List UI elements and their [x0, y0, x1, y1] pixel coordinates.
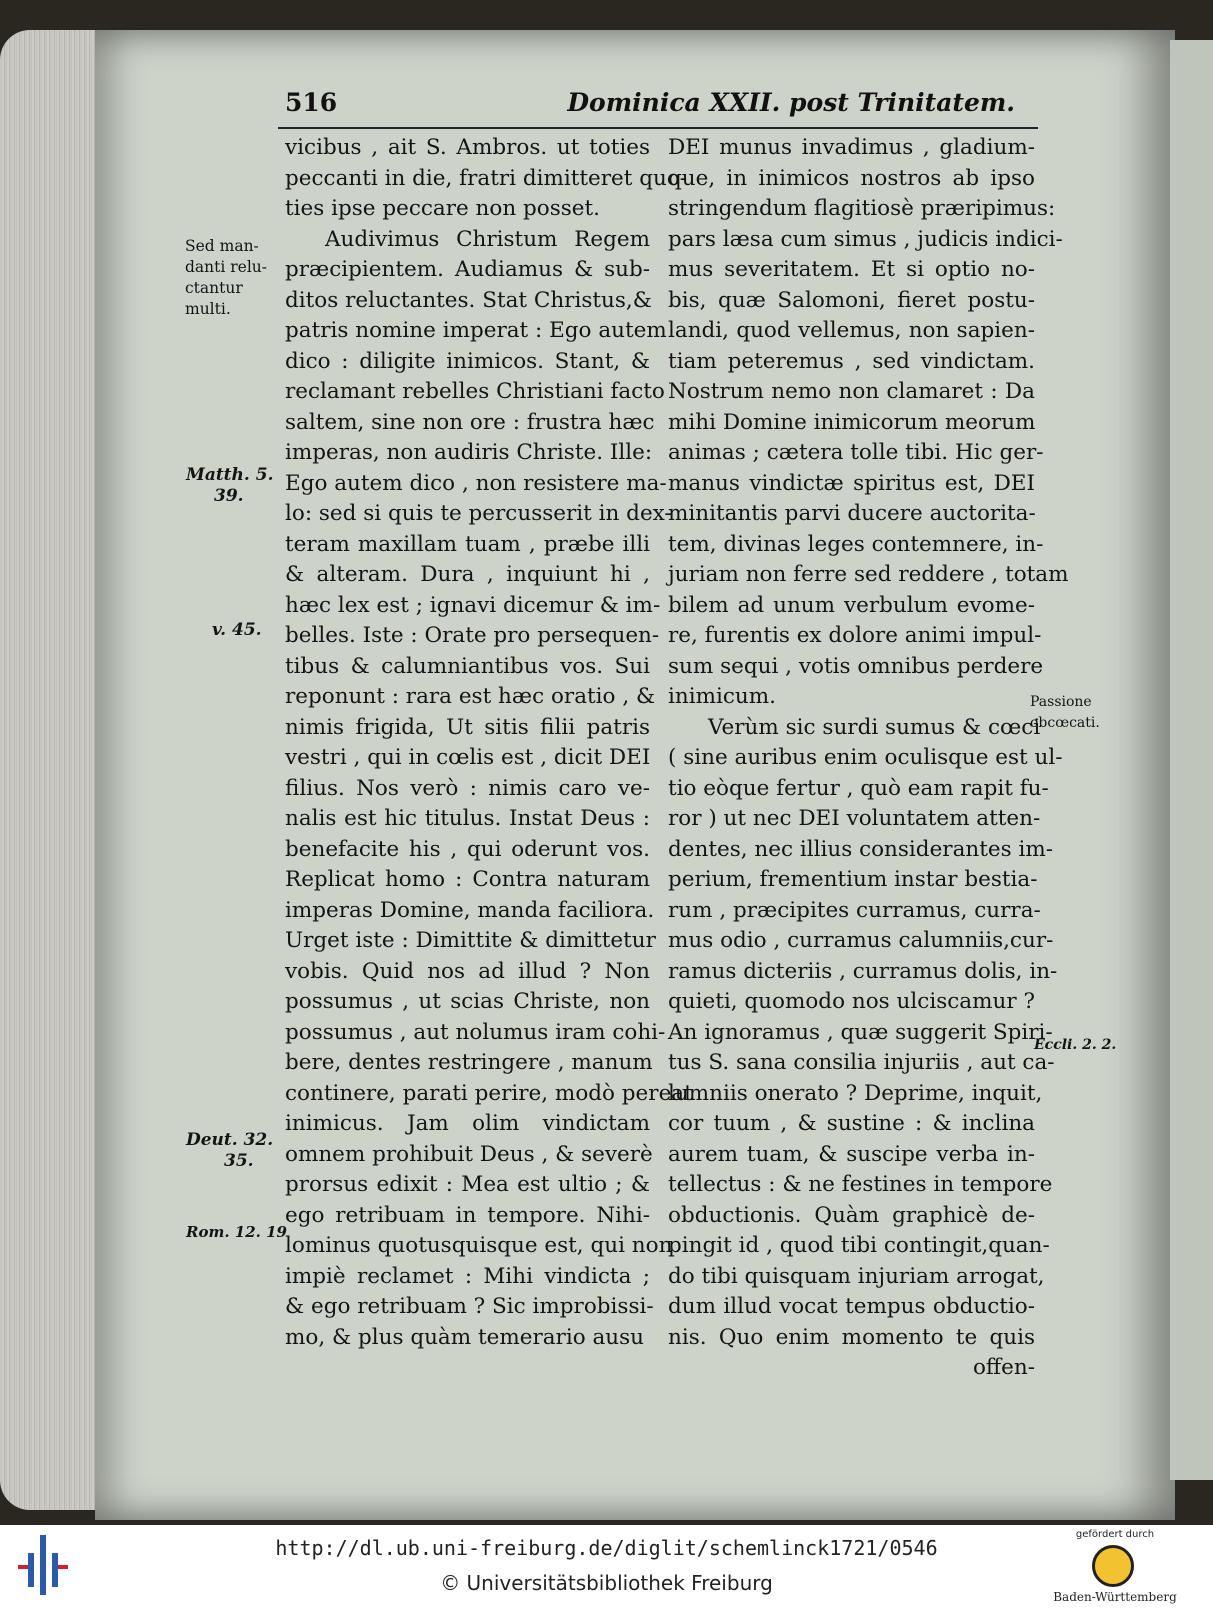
text-line: continere, parati perire, modò pereat: [285, 1080, 693, 1106]
text-line: que, in inimicos nostros ab ipso: [668, 165, 1035, 191]
text-line: peccanti in die, fratri dimitteret quo-: [285, 165, 688, 191]
page-number: 516: [285, 88, 338, 117]
text-line: patris nomine imperat : Ego autem: [285, 318, 667, 343]
text-line: tibus & calumniantibus vos. Sui: [285, 653, 650, 679]
text-line: Replicat homo : Contra naturam: [285, 867, 650, 892]
text-line: bere, dentes restringere , manum: [285, 1050, 653, 1075]
text-line: offen-: [972, 1355, 1035, 1380]
text-line: dum illud vocat tempus obductio-: [668, 1294, 1035, 1319]
text-line: & ego retribuam ? Sic improbissi-: [285, 1294, 654, 1319]
text-line: mihi Domine inimicorum meorum: [668, 409, 1036, 435]
margin-ref-v45: v. 45.: [212, 620, 262, 640]
margin-ref-deut: Deut. 32. 35.: [186, 1130, 274, 1171]
margin-ref-rom: Rom. 12. 19: [186, 1223, 287, 1241]
viewer-footer: [0, 1525, 1213, 1608]
text-line: imperas Domine, manda faciliora.: [285, 897, 655, 923]
text-line: vobis. Quid nos ad illud ? Non: [285, 958, 650, 984]
text-line: possumus , ut scias Christe, non: [285, 989, 650, 1014]
sponsor-name: Baden-Württemberg: [1053, 1590, 1177, 1604]
left-text-column: [285, 133, 693, 1353]
text-line: tio eòque fertur , quò eam rapit fu-: [668, 775, 1049, 801]
text-line: teram maxillam tuam , præbe illi: [285, 531, 650, 557]
text-line: prorsus edixit : Mea est ultio ; &: [285, 1172, 650, 1197]
sponsor-label: gefördert durch: [1075, 1529, 1155, 1540]
text-line: juriam non ferre sed reddere , totam: [668, 562, 1069, 587]
text-line: nis. Quo enim momento te quis: [668, 1324, 1035, 1350]
text-line: pingit id , quod tibi contingit,quan-: [668, 1233, 1050, 1258]
text-line: bilem ad unum verbulum evome-: [668, 592, 1035, 618]
text-line: Verùm sic surdi sumus & cœci: [708, 714, 1041, 740]
header-rule: [278, 127, 1038, 129]
text-line: landi, quod vellemus, non sapien-: [668, 318, 1035, 343]
page-edges: [0, 30, 105, 1510]
text-line: stringendum flagitiosè præripimus:: [668, 196, 1056, 221]
text-line: lominus quotusquisque est, qui non: [285, 1233, 673, 1258]
text-line: obductionis. Quàm graphicè de-: [668, 1202, 1035, 1228]
text-line: reclamant rebelles Christiani facto: [285, 379, 665, 404]
margin-note-summary: Sed man- danti relu- ctantur multi.: [185, 237, 268, 318]
text-line: tus S. sana consilia injuriis , aut ca-: [668, 1050, 1055, 1075]
text-line: imperas, non audiris Christe. Ille:: [285, 440, 653, 465]
text-line: vicibus , ait S. Ambros. ut toties: [285, 135, 650, 160]
text-line: ties ipse peccare non posset.: [285, 196, 601, 221]
text-line: nalis est hic titulus. Instat Deus :: [285, 806, 650, 831]
adjacent-page-edge: [1170, 40, 1213, 1480]
margin-ref-matth: Matth. 5. 39.: [186, 465, 274, 506]
text-line: inimicus. Jam olim vindictam: [285, 1111, 650, 1136]
text-line: DEI munus invadimus , gladium-: [668, 135, 1035, 160]
text-line: dentes, nec illius considerantes im-: [668, 836, 1053, 862]
text-line: reponunt : rara est hæc oratio , &: [285, 684, 656, 709]
text-line: ego retribuam in tempore. Nihi-: [285, 1202, 650, 1228]
text-line: filius. Nos verò : nimis caro ve-: [285, 775, 650, 801]
permalink-url[interactable]: http://dl.ub.uni-freiburg.de/diglit/schemlinck1721/0546: [275, 1536, 938, 1560]
text-line: benefacite his , qui oderunt vos.: [285, 836, 650, 862]
text-line: impiè reclamet : Mihi vindicta ;: [285, 1263, 650, 1289]
text-line: quieti, quomodo nos ulciscamur ?: [668, 989, 1035, 1014]
text-line: possumus , aut nolumus iram cohi-: [285, 1019, 666, 1045]
text-line: re, furentis ex dolore animi impul-: [668, 623, 1042, 648]
text-line: bis, quæ Salomoni, fieret postu-: [668, 287, 1035, 313]
text-line: ror ) ut nec DEI voluntatem atten-: [668, 806, 1041, 831]
text-line: pars læsa cum simus , judicis indici-: [668, 226, 1063, 252]
text-line: omnem prohibuit Deus , & severè: [285, 1141, 653, 1167]
margin-ref-eccli: Eccli. 2. 2.: [1034, 1037, 1117, 1053]
text-line: belles. Iste : Orate pro persequen-: [285, 623, 660, 648]
text-line: lumniis onerato ? Deprime, inquit,: [668, 1080, 1043, 1106]
text-line: An ignoramus , quæ suggerit Spiri-: [668, 1019, 1053, 1045]
running-title: Dominica XXII. post Trinitatem.: [567, 88, 1015, 117]
copyright-notice: © Universitätsbibliothek Freiburg: [440, 1571, 773, 1595]
text-line: tiam peteremus , sed vindictam.: [668, 348, 1035, 374]
text-line: & alteram. Dura , inquiunt hi ,: [285, 562, 650, 587]
text-line: mus odio , curramus calumniis,cur-: [668, 928, 1054, 953]
text-line: rum , præcipites curramus, curra-: [668, 897, 1041, 923]
state-seal-icon: [1092, 1545, 1134, 1587]
text-line: ditos reluctantes. Stat Christus,&: [285, 287, 652, 313]
text-line: ramus dicteriis , curramus dolis, in-: [668, 958, 1058, 984]
text-line: saltem, sine non ore : frustra hæc: [285, 409, 655, 435]
text-line: minitantis parvi ducere auctorita-: [668, 501, 1036, 526]
text-line: Audivimus Christum Regem: [325, 226, 650, 252]
text-line: manus vindictæ spiritus est, DEI: [668, 470, 1035, 496]
text-line: Urget iste : Dimittite & dimittetur: [285, 928, 656, 953]
text-line: do tibi quisquam injuriam arrogat,: [668, 1263, 1045, 1289]
text-line: vestri , qui in cœlis est , dicit DEI: [285, 745, 651, 770]
text-line: mo, & plus quàm temerario ausu: [285, 1324, 645, 1350]
text-line: inimicum.: [668, 684, 776, 709]
text-line: mus severitatem. Et si optio no-: [668, 257, 1035, 282]
text-line: Nostrum nemo non clamaret : Da: [668, 379, 1035, 404]
margin-note-passione: Passione obcœcati.: [1030, 694, 1100, 731]
text-line: hæc lex est ; ignavi dicemur & im-: [285, 592, 661, 618]
text-line: tellectus : & ne festines in tempore: [668, 1172, 1053, 1197]
text-line: perium, frementium instar bestia-: [668, 867, 1038, 892]
text-line: lo: sed si quis te percusserit in dex-: [285, 501, 672, 526]
text-line: præcipientem. Audiamus & sub-: [285, 257, 650, 282]
text-line: aurem tuam, & suscipe verba in-: [668, 1141, 1035, 1167]
text-line: animas ; cætera tolle tibi. Hic ger-: [668, 440, 1044, 465]
text-line: sum sequi , votis omnibus perdere: [668, 653, 1044, 679]
text-line: ( sine auribus enim oculisque est ul-: [668, 745, 1063, 770]
text-line: dico : diligite inimicos. Stant, &: [285, 348, 650, 374]
text-line: tem, divinas leges contemnere, in-: [668, 531, 1044, 557]
text-line: cor tuum , & sustine : & inclina: [668, 1111, 1035, 1136]
text-line: nimis frigida, Ut sitis filii patris: [285, 714, 650, 740]
text-line: Ego autem dico , non resistere ma-: [285, 470, 667, 496]
